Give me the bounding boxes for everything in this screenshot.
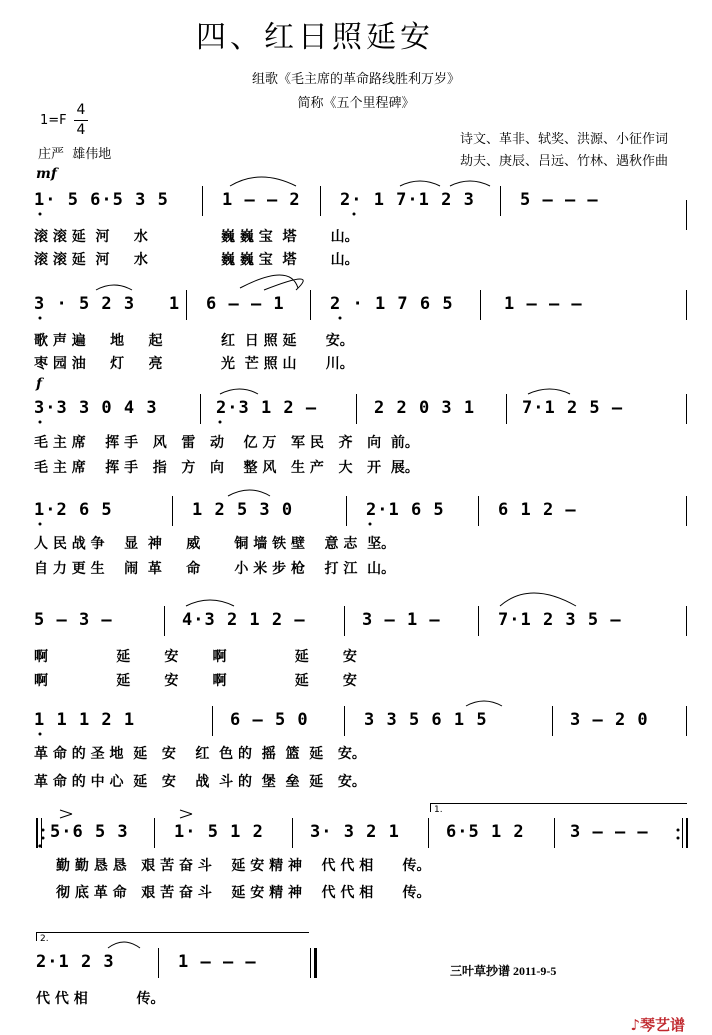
lyrics-verse-1: 人 民 战 争 显 神 威 铜 墙 铁 壁 意 志 坚。 — [34, 536, 396, 552]
lyrics-verse-1: 代 代 相 传。 — [36, 991, 165, 1007]
measure: 1·2 6 5 — [34, 500, 113, 520]
measure: 1· 5 1 2 — [174, 822, 264, 842]
lyrics-verse-2: 毛 主 席 挥 手 指 方 向 整 风 生 产 大 开 展。 — [34, 460, 419, 476]
lyrics-verse-1: 勤 勤 恳 恳 艰 苦 奋 斗 延 安 精 神 代 代 相 传。 — [56, 858, 431, 874]
measure: 7·1 2 5 – — [522, 398, 624, 418]
measure: 2 · 1 7 6 5 — [330, 294, 454, 314]
measure: 1 1 1 2 1 — [34, 710, 136, 730]
measure: 2·3 1 2 – — [216, 398, 318, 418]
subtitle-short: 简称《五个里程碑》 — [297, 96, 415, 111]
volta-label: 2. — [40, 934, 49, 944]
measure: 3 – 2 0 — [570, 710, 649, 730]
measure: 2·1 2 3 — [36, 952, 115, 972]
key-signature: 1=F — [40, 113, 67, 128]
measure: 2 2 0 3 1 — [374, 398, 476, 418]
dynamic-mark: mf — [36, 166, 57, 182]
lyrics-verse-1: 啊 延 安 啊 延 安 — [34, 649, 357, 665]
lyrics-verse-1: 滚 滚 延 河 水 巍 巍 宝 塔 山。 — [34, 229, 359, 245]
measure: 3 · 5 2 3 1 — [34, 294, 181, 314]
lyrics-verse-1: 革 命 的 圣 地 延 安 红 色 的 摇 篮 延 安。 — [34, 746, 366, 762]
lyrics-verse-2: 啊 延 安 啊 延 安 — [34, 673, 357, 689]
composer-credit: 劫夫、庚辰、吕远、竹林、遇秋作曲 — [460, 154, 669, 169]
lyrics-verse-2: 自 力 更 生 闹 革 命 小 米 步 枪 打 江 山。 — [34, 561, 396, 577]
transcriber-credit: 三叶草抄谱 2011-9-5 — [450, 964, 557, 978]
measure: 3 – – – — [570, 822, 649, 842]
dynamic-mark: f — [36, 376, 43, 392]
page-title: 四、红日照延安 — [196, 20, 434, 55]
measure: 1 – – – — [504, 294, 583, 314]
measure: 3·3 3 0 4 3 — [34, 398, 158, 418]
measure: 4·3 2 1 2 – — [182, 610, 306, 630]
lyrics-verse-1: 歌 声 遍 地 起 红 日 照 延 安。 — [34, 333, 354, 349]
measure: 6 – – 1 — [206, 294, 285, 314]
measure: 6 – 5 0 — [230, 710, 309, 730]
lyrics-verse-1: 毛 主 席 挥 手 风 雷 动 亿 万 军 民 齐 向 前。 — [34, 435, 419, 451]
measure: 5 – 3 – — [34, 610, 113, 630]
tempo-marking: 庄严 雄伟地 — [38, 147, 112, 162]
measure: 1 2 5 3 0 — [192, 500, 294, 520]
measure: 3· 3 2 1 — [310, 822, 400, 842]
measure: 2· 1 7·1 2 3 — [340, 190, 475, 210]
lyrics-verse-2: 革 命 的 中 心 延 安 战 斗 的 堡 垒 延 安。 — [34, 774, 366, 790]
measure: 6 1 2 – — [498, 500, 577, 520]
volta-label: 1. — [434, 805, 443, 815]
measure: 2·1 6 5 — [366, 500, 445, 520]
subtitle-suite: 组歌《毛主席的革命路线胜利万岁》 — [251, 72, 460, 87]
time-signature-top: 4 — [76, 102, 86, 118]
measure: 1· 5 6·5 3 5 — [34, 190, 169, 210]
measure: 3 – 1 – — [362, 610, 441, 630]
measure: 6·5 1 2 — [446, 822, 525, 842]
measure: 5·6 5 3 — [50, 822, 129, 842]
lyrics-verse-2: 枣 园 油 灯 亮 光 芒 照 山 川。 — [34, 356, 354, 372]
lyrics-verse-2: 滚 滚 延 河 水 巍 巍 宝 塔 山。 — [34, 252, 359, 268]
lyrics-verse-2: 彻 底 革 命 艰 苦 奋 斗 延 安 精 神 代 代 相 传。 — [56, 885, 431, 901]
measure: 1 – – – — [178, 952, 257, 972]
measure: 3 3 5 6 1 5 — [364, 710, 488, 730]
measure: 5 – – – — [520, 190, 599, 210]
music-note-icon: ♪ — [630, 1016, 641, 1034]
measure: 1 – – 2 — [222, 190, 301, 210]
measure: 7·1 2 3 5 – — [498, 610, 622, 630]
lyricist-credit: 诗文、革非、轼奖、洪源、小征作词 — [460, 132, 669, 147]
time-signature-bottom: 4 — [76, 122, 86, 138]
site-logo: ♪琴艺谱 — [630, 1016, 686, 1034]
